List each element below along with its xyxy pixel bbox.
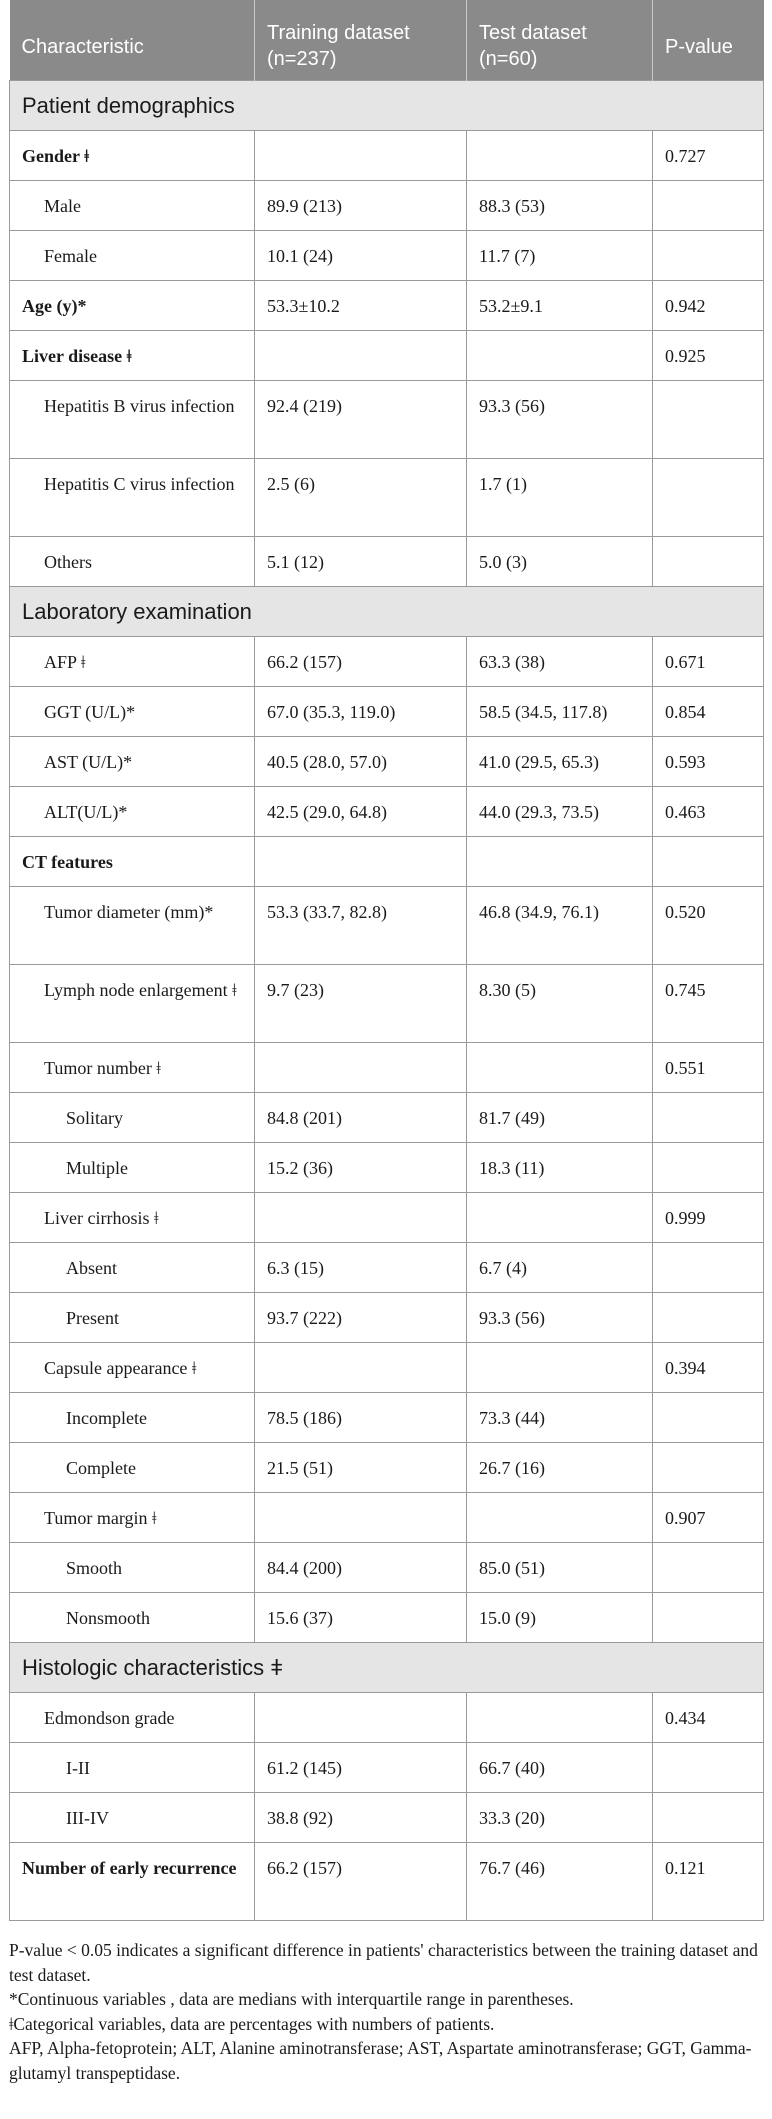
row-characteristic: Edmondson grade xyxy=(10,1693,255,1743)
table-row xyxy=(10,537,764,587)
row-test-value: 93.3 (56) xyxy=(467,381,653,459)
section-row xyxy=(10,1643,764,1693)
row-test-value: 5.0 (3) xyxy=(467,537,653,587)
row-test-value: 46.8 (34.9, 76.1) xyxy=(467,887,653,965)
table-row xyxy=(10,687,764,737)
row-characteristic: Absent xyxy=(10,1243,255,1293)
row-p-value xyxy=(653,1743,764,1793)
table-row xyxy=(10,1443,764,1493)
table-row xyxy=(10,965,764,1043)
table-row xyxy=(10,1043,764,1093)
table-row xyxy=(10,1393,764,1443)
row-training-value xyxy=(255,1343,467,1393)
row-p-value: 0.727 xyxy=(653,131,764,181)
row-test-value: 6.7 (4) xyxy=(467,1243,653,1293)
row-test-value: 93.3 (56) xyxy=(467,1293,653,1343)
row-p-value xyxy=(653,537,764,587)
table-row xyxy=(10,331,764,381)
table-body xyxy=(10,81,764,1921)
row-training-value: 92.4 (219) xyxy=(255,381,467,459)
row-p-value xyxy=(653,1593,764,1643)
table-row xyxy=(10,459,764,537)
table-row xyxy=(10,1743,764,1793)
row-characteristic: ALT(U/L)* xyxy=(10,787,255,837)
row-training-value: 53.3±10.2 xyxy=(255,281,467,331)
row-characteristic: Multiple xyxy=(10,1143,255,1193)
table-row xyxy=(10,637,764,687)
footnote: P-value < 0.05 indicates a significant difference in patients' characteristics between the training dataset and test dataset. xyxy=(9,1940,758,1985)
row-test-value xyxy=(467,837,653,887)
row-training-value: 89.9 (213) xyxy=(255,181,467,231)
row-test-value: 1.7 (1) xyxy=(467,459,653,537)
row-training-value: 21.5 (51) xyxy=(255,1443,467,1493)
table-row xyxy=(10,1493,764,1543)
row-training-value xyxy=(255,131,467,181)
row-characteristic: Male xyxy=(10,181,255,231)
table-row xyxy=(10,787,764,837)
row-characteristic: Tumor diameter (mm)* xyxy=(10,887,255,965)
row-p-value: 0.999 xyxy=(653,1193,764,1243)
row-test-value: 81.7 (49) xyxy=(467,1093,653,1143)
row-training-value: 66.2 (157) xyxy=(255,637,467,687)
row-p-value xyxy=(653,459,764,537)
row-characteristic: AFP ǂ xyxy=(10,637,255,687)
row-characteristic: Solitary xyxy=(10,1093,255,1143)
characteristics-table xyxy=(9,0,764,1921)
header-training-dataset: Training dataset (n=237) xyxy=(255,0,467,81)
header-characteristic: Characteristic xyxy=(10,0,255,81)
header-row xyxy=(10,0,764,81)
row-training-value: 38.8 (92) xyxy=(255,1793,467,1843)
row-training-value xyxy=(255,837,467,887)
section-heading: Patient demographics xyxy=(10,81,764,131)
row-test-value xyxy=(467,331,653,381)
row-characteristic: Number of early recurrence xyxy=(10,1843,255,1921)
row-p-value xyxy=(653,1443,764,1493)
row-test-value: 26.7 (16) xyxy=(467,1443,653,1493)
row-test-value: 44.0 (29.3, 73.5) xyxy=(467,787,653,837)
row-characteristic: Smooth xyxy=(10,1543,255,1593)
table-row xyxy=(10,1243,764,1293)
row-training-value: 66.2 (157) xyxy=(255,1843,467,1921)
row-test-value: 53.2±9.1 xyxy=(467,281,653,331)
row-p-value: 0.434 xyxy=(653,1693,764,1743)
row-training-value: 2.5 (6) xyxy=(255,459,467,537)
table-row xyxy=(10,1793,764,1843)
row-training-value: 84.8 (201) xyxy=(255,1093,467,1143)
row-training-value xyxy=(255,1493,467,1543)
row-p-value: 0.463 xyxy=(653,787,764,837)
table-row xyxy=(10,1693,764,1743)
row-training-value: 9.7 (23) xyxy=(255,965,467,1043)
row-characteristic: Present xyxy=(10,1293,255,1343)
row-characteristic: III-IV xyxy=(10,1793,255,1843)
row-p-value: 0.520 xyxy=(653,887,764,965)
section-heading: Laboratory examination xyxy=(10,587,764,637)
row-training-value: 15.6 (37) xyxy=(255,1593,467,1643)
row-p-value: 0.593 xyxy=(653,737,764,787)
row-p-value: 0.121 xyxy=(653,1843,764,1921)
row-training-value xyxy=(255,1043,467,1093)
table-row xyxy=(10,1093,764,1143)
row-test-value: 73.3 (44) xyxy=(467,1393,653,1443)
table-row xyxy=(10,837,764,887)
row-test-value: 85.0 (51) xyxy=(467,1543,653,1593)
table-row xyxy=(10,231,764,281)
row-test-value: 8.30 (5) xyxy=(467,965,653,1043)
section-heading: Histologic characteristics ǂ xyxy=(10,1643,764,1693)
row-training-value xyxy=(255,331,467,381)
row-p-value xyxy=(653,837,764,887)
row-training-value: 84.4 (200) xyxy=(255,1543,467,1593)
row-characteristic: Lymph node enlargement ǂ xyxy=(10,965,255,1043)
row-test-value: 33.3 (20) xyxy=(467,1793,653,1843)
header-test-dataset: Test dataset (n=60) xyxy=(467,0,653,81)
row-test-value: 11.7 (7) xyxy=(467,231,653,281)
row-p-value: 0.854 xyxy=(653,687,764,737)
row-training-value: 40.5 (28.0, 57.0) xyxy=(255,737,467,787)
row-characteristic: Hepatitis C virus infection xyxy=(10,459,255,537)
row-p-value: 0.907 xyxy=(653,1493,764,1543)
table-row xyxy=(10,1343,764,1393)
table-header xyxy=(10,0,764,81)
table-row xyxy=(10,1293,764,1343)
row-test-value: 15.0 (9) xyxy=(467,1593,653,1643)
table-row xyxy=(10,131,764,181)
row-training-value: 15.2 (36) xyxy=(255,1143,467,1193)
row-training-value xyxy=(255,1693,467,1743)
row-test-value: 76.7 (46) xyxy=(467,1843,653,1921)
row-characteristic: Liver cirrhosis ǂ xyxy=(10,1193,255,1243)
table-row xyxy=(10,1843,764,1921)
row-characteristic: Incomplete xyxy=(10,1393,255,1443)
table-row xyxy=(10,181,764,231)
row-test-value xyxy=(467,1193,653,1243)
row-p-value: 0.394 xyxy=(653,1343,764,1393)
row-p-value xyxy=(653,1393,764,1443)
row-p-value: 0.942 xyxy=(653,281,764,331)
row-test-value xyxy=(467,131,653,181)
row-characteristic: Age (y)* xyxy=(10,281,255,331)
row-test-value xyxy=(467,1693,653,1743)
section-row xyxy=(10,81,764,131)
row-characteristic: GGT (U/L)* xyxy=(10,687,255,737)
row-training-value: 93.7 (222) xyxy=(255,1293,467,1343)
row-characteristic: I-II xyxy=(10,1743,255,1793)
row-test-value: 41.0 (29.5, 65.3) xyxy=(467,737,653,787)
row-training-value: 61.2 (145) xyxy=(255,1743,467,1793)
row-training-value: 42.5 (29.0, 64.8) xyxy=(255,787,467,837)
table-row xyxy=(10,1593,764,1643)
row-characteristic: Complete xyxy=(10,1443,255,1493)
row-training-value: 5.1 (12) xyxy=(255,537,467,587)
row-characteristic: Others xyxy=(10,537,255,587)
row-training-value: 78.5 (186) xyxy=(255,1393,467,1443)
row-test-value xyxy=(467,1493,653,1543)
row-training-value: 10.1 (24) xyxy=(255,231,467,281)
row-characteristic: Gender ǂ xyxy=(10,131,255,181)
row-p-value xyxy=(653,1543,764,1593)
table-row xyxy=(10,737,764,787)
row-p-value xyxy=(653,1293,764,1343)
row-test-value xyxy=(467,1043,653,1093)
table-row xyxy=(10,281,764,331)
row-characteristic: Female xyxy=(10,231,255,281)
table-row xyxy=(10,1543,764,1593)
characteristics-table-container xyxy=(9,0,763,1921)
table-row xyxy=(10,1143,764,1193)
row-test-value xyxy=(467,1343,653,1393)
table-row xyxy=(10,381,764,459)
section-row xyxy=(10,587,764,637)
row-characteristic: Tumor margin ǂ xyxy=(10,1493,255,1543)
footnote: AFP, Alpha-fetoprotein; ALT, Alanine aminotransferase; AST, Aspartate aminotransferase; GGT, Gamma-glutamyl transpeptidase. xyxy=(9,2038,752,2083)
table-row xyxy=(10,1193,764,1243)
table-row xyxy=(10,887,764,965)
row-p-value xyxy=(653,381,764,459)
row-test-value: 58.5 (34.5, 117.8) xyxy=(467,687,653,737)
row-test-value: 18.3 (11) xyxy=(467,1143,653,1193)
row-training-value xyxy=(255,1193,467,1243)
row-training-value: 67.0 (35.3, 119.0) xyxy=(255,687,467,737)
row-p-value: 0.671 xyxy=(653,637,764,687)
row-characteristic: AST (U/L)* xyxy=(10,737,255,787)
footnote: ǂCategorical variables, data are percentages with numbers of patients. xyxy=(9,2013,495,2034)
row-test-value: 66.7 (40) xyxy=(467,1743,653,1793)
row-p-value xyxy=(653,1143,764,1193)
row-characteristic: Capsule appearance ǂ xyxy=(10,1343,255,1393)
header-p-value: P-value xyxy=(653,0,764,81)
row-characteristic: Hepatitis B virus infection xyxy=(10,381,255,459)
row-p-value xyxy=(653,181,764,231)
row-p-value xyxy=(653,1093,764,1143)
row-training-value: 53.3 (33.7, 82.8) xyxy=(255,887,467,965)
row-test-value: 88.3 (53) xyxy=(467,181,653,231)
row-p-value: 0.745 xyxy=(653,965,764,1043)
row-characteristic: Tumor number ǂ xyxy=(10,1043,255,1093)
row-training-value: 6.3 (15) xyxy=(255,1243,467,1293)
row-p-value xyxy=(653,1243,764,1293)
table-footnotes xyxy=(9,1938,765,2085)
row-characteristic: Liver disease ǂ xyxy=(10,331,255,381)
row-p-value xyxy=(653,231,764,281)
row-characteristic: CT features xyxy=(10,837,255,887)
row-p-value xyxy=(653,1793,764,1843)
row-p-value: 0.551 xyxy=(653,1043,764,1093)
row-p-value: 0.925 xyxy=(653,331,764,381)
row-test-value: 63.3 (38) xyxy=(467,637,653,687)
footnote: *Continuous variables , data are medians with interquartile range in parentheses. xyxy=(9,1989,574,2009)
row-characteristic: Nonsmooth xyxy=(10,1593,255,1643)
